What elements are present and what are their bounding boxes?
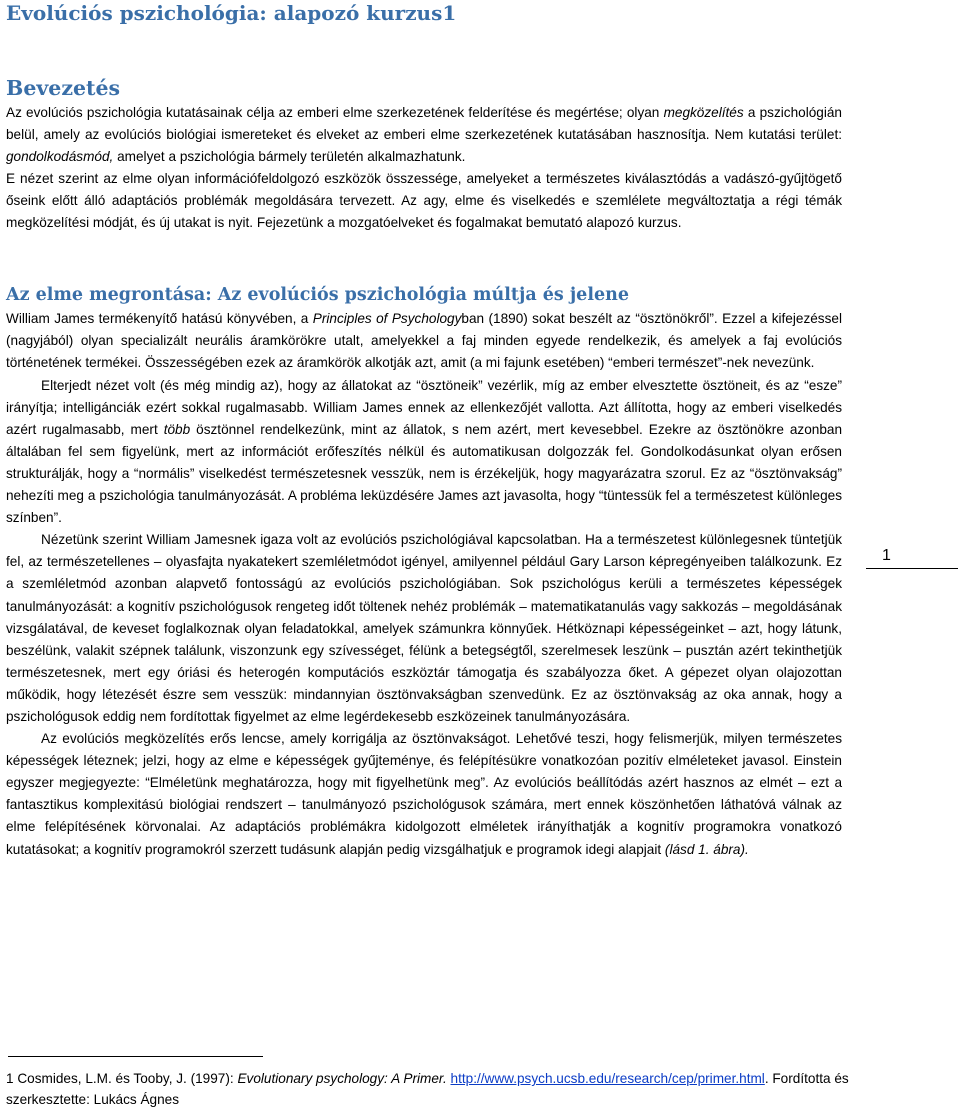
history-paragraph-4 xyxy=(6,728,842,861)
intro-paragraph-1 xyxy=(6,102,842,168)
footnote xyxy=(6,1068,906,1110)
history-paragraph-1 xyxy=(6,308,842,374)
document-title: Evolúciós pszichológia: alapozó kurzus1 xyxy=(6,1,457,25)
emphasis-text: több xyxy=(163,421,191,437)
footnote-text: 1 Cosmides, L.M. és Tooby, J. (1997): xyxy=(6,1071,238,1086)
footnote-link[interactable]: http://www.psych.ucsb.edu/research/cep/primer.html xyxy=(450,1071,765,1086)
section-heading-history: Az elme megrontása: Az evolúciós pszichológia múltja és jelene xyxy=(6,285,629,306)
footnote-title: Evolutionary psychology: A Primer. xyxy=(237,1071,447,1086)
text-run: Az evolúciós pszichológia kutatásainak célja az emberi elme szerkezetének felderítése és megértése; olyan xyxy=(6,105,664,120)
intro-paragraph-2: E nézet szerint az elme olyan információfeldolgozó eszközök összessége, amelyeket a természetes kiválasztódás a vadászó-gyűjtögető őseink előtt álló adaptációs problémák megoldására tervezett. Az agy, elme és viselkedés e szemlélete megváltoztatja a régi témák megközelítési módját, és új utakat is nyit. Fejezetünk a mozgatóelveket és fogalmakat bemutató alapozó kurzus. xyxy=(6,171,842,231)
text-run: Elterjedt nézet volt (és még mindig az), hogy az állatokat az “ösztöneik” vezérlik, míg az ember elvesztette ösztöneit, és az “esze” irányítja; intelligánciák ezért sokkal rugalmasabb. William James ennek az ellenkezőjét vallotta. Azt állította, hogy az emberi viselkedés azért rugalmasabb, mert xyxy=(6,377,842,437)
book-title: Principles of Psychology xyxy=(312,311,462,327)
figure-reference: (lásd 1. ábra). xyxy=(664,841,749,857)
text-run: amelyet a pszichológia bármely területén alkalmazhatunk. xyxy=(113,149,466,164)
text-run: ban (1890) sokat beszélt az “ösztönökről”. Ezzel a kifejezéssel (nagyjából) olyan specializált neurális áramkörökre utalt, amelyekkel a faj minden egyede rendelkezik, és amelyek a faj evolúciós történetének termékei. Összességében ezek az áramkörök alkotják azt, amit (a mi fajunk esetében) “emberi természet”-nek nevezünk. xyxy=(6,311,842,371)
text-run: a pszichológián belül, amely az evolúciós biológiai ismereteket és elveket az emberi elme szerkezetének kutatásában hasznosítja. Nem kutatási terület: xyxy=(6,105,842,142)
margin-rule xyxy=(866,568,958,569)
history-paragraph-2 xyxy=(6,375,842,530)
section-heading-introduction: Bevezetés xyxy=(6,76,121,100)
text-run: ösztönnel rendelkezünk, mint az állatok, s nem azért, mert kevesebbel. Ezekre az ösztönökre azonban általában fel sem figyelünk, mert az információt erőfeszítés nélkül és automatikusan dolgozzák fel. Gondolkodásunkat olyan erősen strukturálják, hogy a “normális” viselkedést természetesnek vesszük, nem is érzékeljük, hogy magyarázatra szorul. Ez az “ösztönvakság” nehezíti meg a pszichológia tanulmányozását. A probléma leküzdésére James azt javasolta, hogy “tüntessük fel a természetest különleges színben”. xyxy=(6,421,843,526)
emphasis-text: megközelítés xyxy=(663,105,744,120)
text-run: William James termékenyítő hatású könyvében, a xyxy=(6,311,313,327)
footnote-text-end: . Fordította és szerkesztette: Lukács Ágnes xyxy=(6,1071,849,1107)
footnote-separator xyxy=(8,1056,263,1057)
footnote-marker: 1 xyxy=(882,547,891,564)
main-column xyxy=(6,0,842,861)
emphasis-text: gondolkodásmód, xyxy=(6,149,114,164)
text-run: Az evolúciós megközelítés erős lencse, amely korrigálja az ösztönvakságot. Lehetővé teszi, hogy felismerjük, milyen természetes képességek léteznek; jelzi, hogy az elme e képességek gyűjteménye, és felépítésükre vonatkozóan pozitív elméleteket javasol. Einstein egyszer megjegyezte: “Elméletünk meghatározza, hogy mit figyelhetünk meg”. Az evolúciós beállítódás azért hasznos az elmét – ezt a fantasztikus komplexitású biológiai rendszert – tanulmányozó pszichológusok számára, mert ennek köszönhetően láthatóvá válnak az elme felépítésének körvonalai. Az adaptációs problémákra kidolgozott elméletek irányíthatják a kognitív programokra vonatkozó kutatásokat; a kognitív programokról szerzett tudásunk alapján pedig vizsgálhatjuk e programok idegi alapjait xyxy=(6,731,842,857)
history-paragraph-3: Nézetünk szerint William Jamesnek igaza volt az evolúciós pszichológiával kapcsolatban. Ha a természetest különlegesnek tüntetjük fel, az természetellenes – olyasfajta nyakatekert szemléletmódot igényel, amilyennel például Gary Larson képregényeiben találkozunk. Ez a szemléletmód azonban alapvető fontosságú az evolúciós pszichológiában. Sok pszichológus kerüli a természetes képességek tanulmányozását: a kognitív pszichológusok rengeteg időt töltenek nehéz problémák – matematikatanulás vagy sakkozás – megoldásának vizsgálatával, de keveset foglalkoznak olyan feladatokkal, amelyek számunkra könnyűek. Hétköznapi képességeinket – azt, hogy látunk, beszélünk, valakit szépnek találunk, viszonzunk egy szívességet, félünk a betegségtől, szerelmesek leszünk – pusztán azért tekinthetjük természetesnek, mert egy óriási és heterogén komputációs eszköztár támogatja és szabályozza őket. A gépezet olyan olajozottan működik, hogy létezését észre sem vesszük: mindannyian ösztönvakságban szenvedünk. Ez az ösztönvakság az oka annak, hogy a pszichológusok eddig nem fordítottak figyelmet az elme legérdekesebb eszközeinek tanulmányozására. xyxy=(6,532,842,724)
